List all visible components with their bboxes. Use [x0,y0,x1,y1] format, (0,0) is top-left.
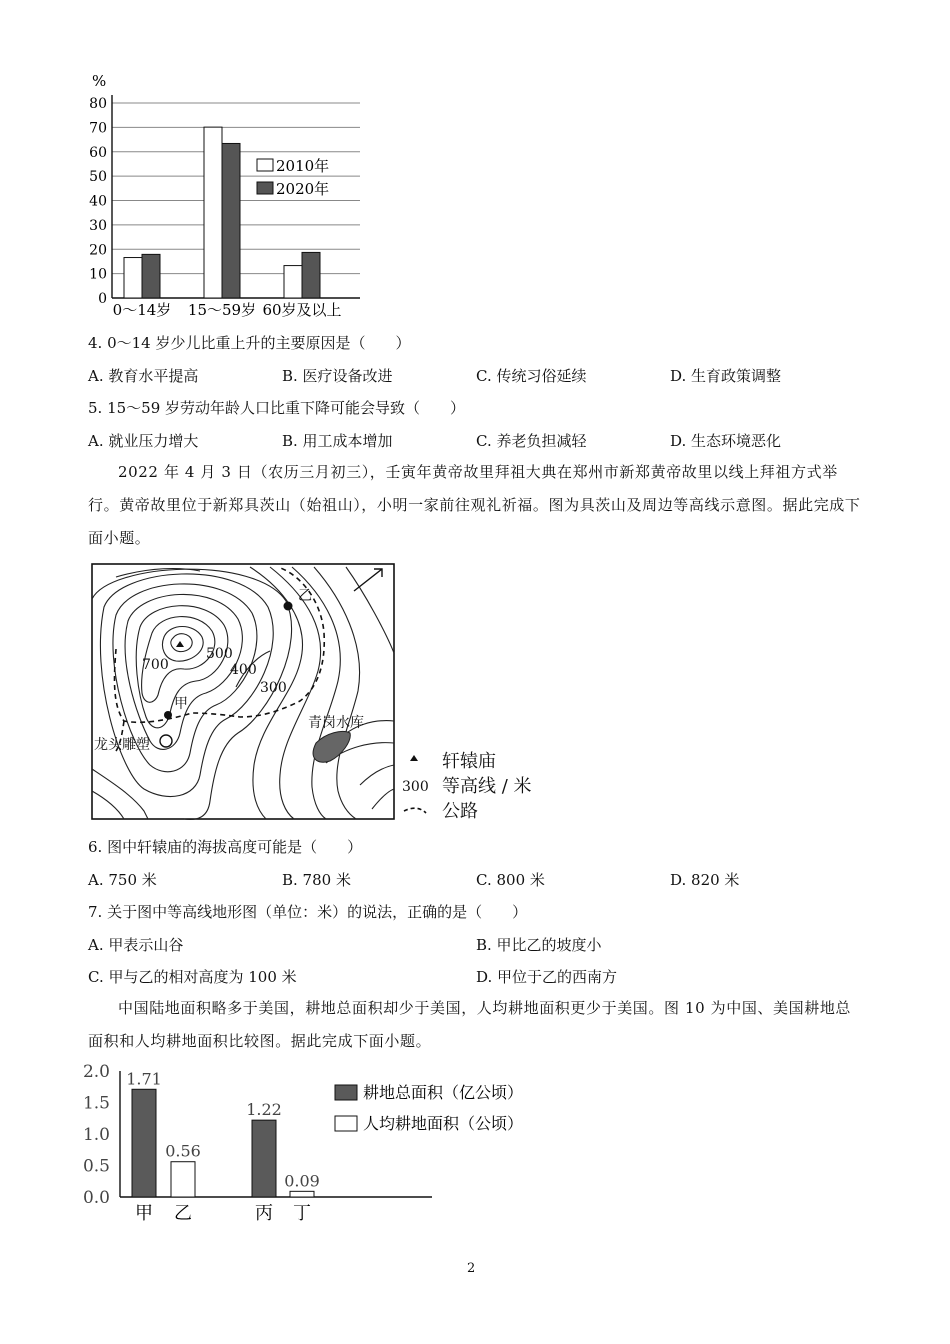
q4-option-d: D. 生育政策调整 [670,367,782,385]
category-label: 15～59岁 [187,301,257,319]
y-tick-label: 50 [89,169,107,186]
label-reservoir: 青岗水库 [308,715,364,731]
map-legend [402,751,532,822]
legend-temple-icon [410,755,418,761]
y-tick-label: 80 [89,96,107,112]
label-400: 400 [230,662,257,678]
question-6-stem: 6. 图中轩辕庙的海拔高度可能是（ ） [88,838,363,856]
point-jia [164,711,172,719]
q5-option-a: A. 就业压力增大 [88,432,199,450]
legend-swatch-percapita [335,1116,357,1131]
y-tick-label: 1.0 [82,1125,110,1145]
bar-2010年-1 [204,127,222,298]
y-tick-label: 60 [89,144,107,161]
legend-swatch-2010 [257,159,273,171]
bar-丙 [252,1120,276,1197]
legend-label-percapita: 人均耕地面积（公顷） [363,1114,524,1133]
bar-2010年-2 [284,266,302,298]
y-tick-label: 0.0 [82,1188,110,1208]
age-structure-chart [80,70,380,328]
value-label: 0.09 [284,1171,320,1191]
y-tick-label: 1.5 [82,1093,110,1114]
label-jia: 甲 [174,696,188,712]
legend-contour: 等高线 / 米 [442,776,532,797]
legend-label-2010: 2010年 [276,157,330,175]
bar-2020年-2 [302,252,320,298]
bar-甲 [132,1089,156,1197]
bar-丁 [290,1191,314,1197]
passage-huangdi: 2022 年 4 月 3 日（农历三月初三），壬寅年黄帝故里拜祖大典在郑州市新郑黄帝故里以线上拜祖方式举行。黄帝故里位于新郑具茨山（始祖山），小明一家前往观礼祈福。图为具茨山及周边等高线示意图。据此完成下面小题。 [88,463,861,547]
y-tick-label: 0.5 [82,1156,110,1177]
farmland-chart [80,1055,550,1230]
q7-option-d: D. 甲位于乙的西南方 [476,968,618,986]
question-4-stem: 4. 0～14 岁少儿比重上升的主要原因是（ ） [88,334,411,352]
contour-map [80,555,560,830]
q4-option-a: A. 教育水平提高 [88,367,199,385]
chart2-legend [335,1083,523,1133]
y-tick-label: 30 [89,217,107,234]
question-7-stem: 7. 关于图中等高线地形图（单位：米）的说法，正确的是（ ） [88,903,528,921]
legend-swatch-2020 [257,182,273,194]
legend-contour-value: 300 [402,779,429,795]
q7-option-b: B. 甲比乙的坡度小 [476,936,602,954]
value-label: 0.56 [165,1141,201,1161]
label-statue: 龙头雕塑 [94,737,150,753]
y-tick-label: 2.0 [82,1062,110,1082]
y-unit-label: % [92,72,107,90]
dragon-statue-marker [160,735,172,747]
q4-option-b: B. 医疗设备改进 [282,367,393,385]
label-yi: 乙 [298,588,312,604]
q6-option-a: A. 750 米 [88,871,157,889]
legend-label-2020: 2020年 [276,180,330,198]
q5-option-d: D. 生态环境恶化 [670,432,782,450]
category-label: 甲 [135,1203,153,1224]
q6-option-b: B. 780 米 [282,871,351,889]
page-number: 2 [467,1261,476,1276]
legend-road: 公路 [442,801,478,822]
y-tick-label: 20 [89,242,107,259]
y-tick-label: 40 [89,193,107,210]
q6-option-c: C. 800 米 [476,871,545,889]
category-label: 丁 [293,1203,311,1224]
y-tick-label: 0 [98,291,107,307]
category-label: 60岁及以上 [262,301,342,319]
bar-2020年-1 [222,143,240,298]
q5-option-b: B. 用工成本增加 [282,432,393,450]
category-label: 丙 [255,1203,273,1224]
label-500: 500 [206,646,233,662]
question-5-stem: 5. 15～59 岁劳动年龄人口比重下降可能会导致（ ） [88,399,466,417]
q6-option-d: D. 820 米 [670,871,740,889]
y-tick-label: 70 [89,120,107,137]
q7-option-c: C. 甲与乙的相对高度为 100 米 [88,968,297,986]
label-300: 300 [260,680,287,696]
q4-option-c: C. 传统习俗延续 [476,367,587,385]
category-label: 乙 [174,1203,192,1224]
y-tick-label: 10 [89,266,107,283]
bar-2020年-0 [142,254,160,298]
legend-temple: 轩辕庙 [442,751,496,772]
legend-road-icon [404,808,426,813]
label-700: 700 [142,657,169,673]
chart1-legend [257,157,329,198]
legend-swatch-total [335,1085,357,1100]
value-label: 1.22 [246,1100,282,1120]
point-yi [284,602,293,611]
bar-乙 [171,1162,195,1197]
q5-option-c: C. 养老负担减轻 [476,432,587,450]
passage-farmland: 中国陆地面积略多于美国，耕地总面积却少于美国，人均耕地面积更少于美国。图 10 为中国、美国耕地总面积和人均耕地面积比较图。据此完成下面小题。 [88,999,852,1050]
legend-label-total: 耕地总面积（亿公顷） [363,1083,524,1102]
bar-2010年-0 [124,258,142,298]
category-label: 0～14岁 [112,301,172,319]
q7-option-a: A. 甲表示山谷 [88,936,184,954]
value-label: 1.71 [126,1069,162,1089]
